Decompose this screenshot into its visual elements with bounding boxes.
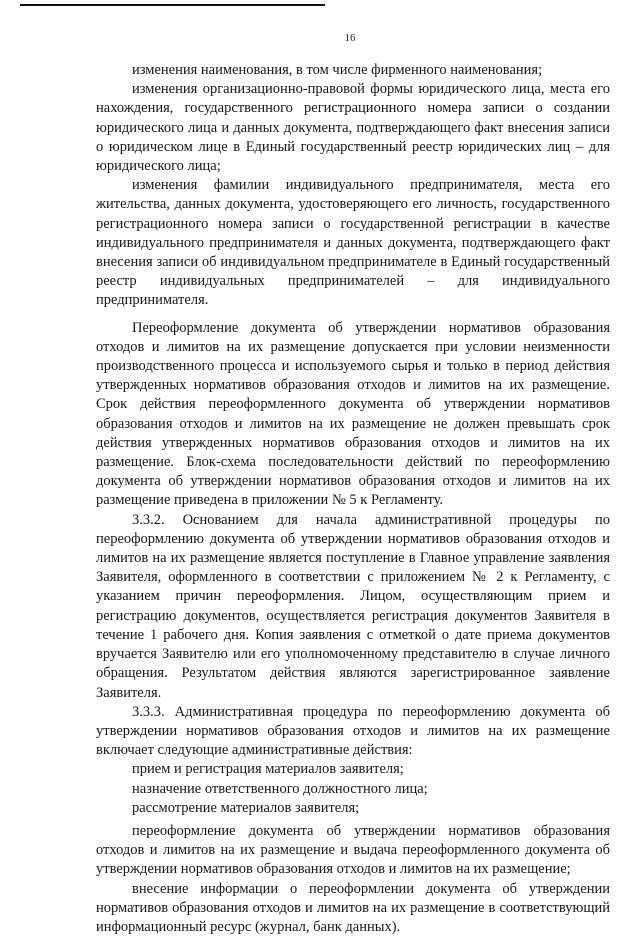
- top-rule-line: [20, 4, 325, 6]
- page-number: 16: [344, 32, 356, 44]
- paragraph: 3.3.3. Административная процедура по переоформлению документа об утверждении нормативов образования отходов и лимитов на их размещение включает следующие административные действия:: [96, 703, 610, 759]
- list-item: внесение информации о переоформлении документа об утверждении нормативов образования отходов и лимитов на их размещение в соответствующий информационный ресурс (журнал, банк данных).: [96, 880, 610, 935]
- paragraph: 3.3.2. Основанием для начала административной процедуры по переоформлению документа об утверждении нормативов образования отходов и лимитов на их размещение является поступление в Главное управление заявления Заявителя, оформленного в соответствии с приложением № 2 к Регламенту, с указанием причин переоформления. Лицом, осуществляющим прием и регистрацию документов, осуществляется регистрация документов Заявителя в течение 1 рабочего дня. Копия заявления с отметкой о дате приема документов вручается Заявителю или его уполномоченному представителю в случае личного обращения. Результатом действия являются зарегистрированное заявление Заявителя.: [96, 511, 610, 701]
- list-item: переоформление документа об утверждении нормативов образования отходов и лимитов на их размещение и выдача переоформленного документа об утверждении нормативов образования отходов и лимитов на их размещение;: [96, 822, 610, 878]
- paragraph: изменения организационно-правовой формы юридического лица, места его нахождения, государственного регистрационного номера записи о создании юридического лица и данных документа, подтверждающего факт внесения записи о юридическом лице в Единый государственный реестр юридических лиц – для юридического лица;: [96, 81, 610, 175]
- paragraph: изменения наименования, в том числе фирменного наименования;: [132, 62, 543, 78]
- paragraph: изменения фамилии индивидуального предпринимателя, места его жительства, данных документа, удостоверяющего его личность, государственного регистрационного номера записи о государственной регистрации в качестве индивидуального предпринимателя и данных документа, подтверждающего факт внесения записи об индивидуальном предпринимателе в Единый государственный реестр индивидуальных предпринимателей – для индивидуального предпринимателя.: [96, 177, 610, 309]
- list-item: рассмотрение материалов заявителя;: [132, 799, 360, 816]
- paragraph: Переоформление документа об утверждении нормативов образования отходов и лимитов на их размещение допускается при условии неизменности производственного процесса и используемого сырья и только в период действия утвержденных нормативов образования отходов и лимитов на их размещение. Срок действия переоформленного документа об утверждении нормативов образования отходов и лимитов на их размещение не должен превышать срок действия утвержденных нормативов образования отходов и лимитов на их размещение. Блок-схема последовательности действий по переоформлению документа об утверждении нормативов образования отходов и лимитов на их размещение приведена в приложении № 5 к Регламенту.: [96, 319, 610, 509]
- list-item: назначение ответственного должностного лица;: [132, 780, 428, 797]
- body-text: [96, 61, 610, 937]
- list-item: прием и регистрация материалов заявителя;: [132, 761, 404, 778]
